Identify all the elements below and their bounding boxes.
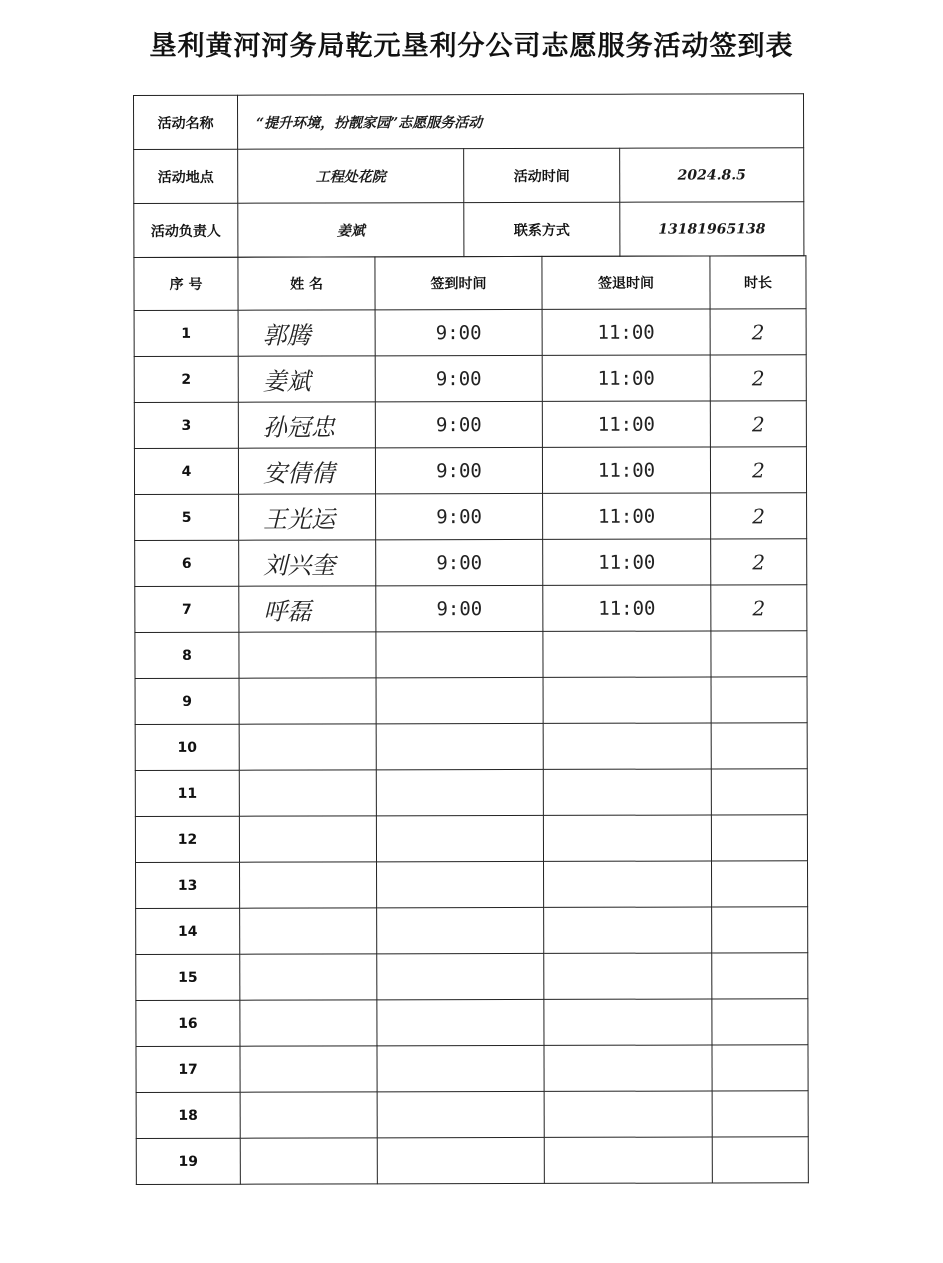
table-row xyxy=(135,677,807,725)
signout-time xyxy=(544,861,712,907)
signin-time: 9:00 xyxy=(375,309,542,355)
signin-time xyxy=(376,769,543,815)
signature-name xyxy=(239,678,376,724)
signout-time xyxy=(543,815,711,861)
name-column-header: 姓 名 xyxy=(238,257,375,310)
row-number: 12 xyxy=(135,816,239,862)
duration-value: 2 xyxy=(710,447,806,493)
row-number: 6 xyxy=(135,540,239,586)
table-row xyxy=(136,1045,808,1093)
activity-time-value: 2024.8.5 xyxy=(620,148,804,202)
signature-name: 刘兴奎 xyxy=(239,540,376,586)
row-number: 2 xyxy=(134,356,238,402)
row-number: 18 xyxy=(136,1092,240,1138)
attendance-table xyxy=(133,255,808,1185)
duration-value: 2 xyxy=(711,539,807,585)
activity-leader-row xyxy=(134,202,804,258)
duration-value xyxy=(711,723,807,769)
signin-time xyxy=(377,1045,544,1091)
signout-time xyxy=(544,907,712,953)
table-row xyxy=(134,309,806,357)
duration-value: 2 xyxy=(711,585,807,631)
row-number: 17 xyxy=(136,1046,240,1092)
row-number: 11 xyxy=(135,770,239,816)
table-row xyxy=(135,769,807,817)
signin-time xyxy=(376,677,543,723)
signin-time: 9:00 xyxy=(375,355,542,401)
duration-value xyxy=(712,999,808,1045)
row-number: 19 xyxy=(136,1138,240,1184)
signout-time xyxy=(544,999,712,1045)
signin-time xyxy=(376,723,543,769)
signin-time xyxy=(377,953,544,999)
signin-time xyxy=(377,999,544,1045)
duration-value: 2 xyxy=(710,401,806,447)
duration-value xyxy=(712,953,808,999)
activity-leader-label: 活动负责人 xyxy=(134,203,238,257)
row-number: 4 xyxy=(134,448,238,494)
row-number: 1 xyxy=(134,310,238,356)
sign-in-sheet xyxy=(133,93,806,1177)
table-row xyxy=(135,815,807,863)
signature-name xyxy=(240,1138,377,1184)
duration-value xyxy=(712,1091,808,1137)
activity-name-row xyxy=(134,94,804,150)
row-number: 10 xyxy=(135,724,239,770)
row-number: 5 xyxy=(135,494,239,540)
activity-name-label: 活动名称 xyxy=(134,95,238,149)
signature-name xyxy=(239,816,376,862)
signout-time xyxy=(543,631,711,677)
signature-name xyxy=(239,724,376,770)
signature-name xyxy=(240,1092,377,1138)
duration-value xyxy=(711,815,807,861)
attendance-header-row xyxy=(134,256,806,311)
duration-value xyxy=(711,631,807,677)
signout-time xyxy=(543,677,711,723)
signin-time: 9:00 xyxy=(376,539,543,585)
signin-time xyxy=(377,1091,544,1137)
signature-name: 姜斌 xyxy=(238,356,375,402)
activity-place-row xyxy=(134,148,804,204)
signature-name xyxy=(240,862,377,908)
signature-name xyxy=(240,1000,377,1046)
signature-name: 安倩倩 xyxy=(238,448,375,494)
activity-info-table xyxy=(133,93,804,258)
contact-label: 联系方式 xyxy=(464,202,620,256)
signout-time xyxy=(543,769,711,815)
table-row xyxy=(134,447,806,495)
signin-column-header: 签到时间 xyxy=(375,256,542,309)
table-row xyxy=(135,493,807,541)
activity-time-label: 活动时间 xyxy=(464,148,620,202)
row-number: 7 xyxy=(135,586,239,632)
signout-time xyxy=(544,953,712,999)
duration-value xyxy=(711,677,807,723)
signout-time xyxy=(544,1091,712,1137)
signature-name: 呼磊 xyxy=(239,586,376,632)
signature-name xyxy=(240,908,377,954)
signature-name: 王光运 xyxy=(239,494,376,540)
contact-value: 13181965138 xyxy=(620,202,804,256)
row-number: 8 xyxy=(135,632,239,678)
row-number: 14 xyxy=(136,908,240,954)
signin-time xyxy=(377,861,544,907)
table-row xyxy=(135,631,807,679)
row-number: 9 xyxy=(135,678,239,724)
signin-time xyxy=(376,631,543,677)
duration-value xyxy=(712,1137,808,1183)
signature-name xyxy=(239,770,376,816)
table-row xyxy=(135,539,807,587)
duration-value xyxy=(712,907,808,953)
signin-time xyxy=(377,1137,544,1183)
signin-time: 9:00 xyxy=(375,401,542,447)
signature-name: 孙冠忠 xyxy=(238,402,375,448)
row-number: 15 xyxy=(136,954,240,1000)
attendance-rows xyxy=(134,309,808,1185)
signout-time: 11:00 xyxy=(542,447,710,493)
signature-name: 郭腾 xyxy=(238,310,375,356)
duration-column-header: 时长 xyxy=(710,256,806,309)
signout-time: 11:00 xyxy=(543,493,711,539)
row-number: 13 xyxy=(136,862,240,908)
table-row xyxy=(136,999,808,1047)
activity-leader-value: 姜斌 xyxy=(238,203,464,258)
table-row xyxy=(136,907,808,955)
signature-name xyxy=(240,1046,377,1092)
signout-time: 11:00 xyxy=(543,585,711,631)
seq-column-header: 序 号 xyxy=(134,257,238,310)
signout-time: 11:00 xyxy=(542,401,710,447)
activity-place-value: 工程处花院 xyxy=(238,149,464,204)
duration-value: 2 xyxy=(710,309,806,355)
table-row xyxy=(135,585,807,633)
duration-value xyxy=(712,861,808,907)
duration-value: 2 xyxy=(710,355,806,401)
signout-time: 11:00 xyxy=(542,309,710,355)
duration-value xyxy=(712,1045,808,1091)
signin-time: 9:00 xyxy=(376,585,543,631)
duration-value xyxy=(711,769,807,815)
row-number: 3 xyxy=(134,402,238,448)
activity-name-value: “提升环境，扮靓家园”志愿服务活动 xyxy=(238,94,804,149)
table-row xyxy=(136,861,808,909)
signin-time: 9:00 xyxy=(376,493,543,539)
signature-name xyxy=(239,632,376,678)
signin-time: 9:00 xyxy=(375,447,542,493)
table-row xyxy=(136,1091,808,1139)
table-row xyxy=(134,355,806,403)
table-row xyxy=(136,1137,808,1185)
table-row xyxy=(136,953,808,1001)
signout-time xyxy=(544,1137,712,1183)
signout-time: 11:00 xyxy=(543,539,711,585)
row-number: 16 xyxy=(136,1000,240,1046)
table-row xyxy=(134,401,806,449)
document-title: 垦利黄河河务局乾元垦利分公司志愿服务活动签到表 xyxy=(149,31,794,62)
activity-place-label: 活动地点 xyxy=(134,149,238,203)
signin-time xyxy=(376,815,543,861)
signout-time xyxy=(543,723,711,769)
duration-value: 2 xyxy=(711,493,807,539)
signout-time: 11:00 xyxy=(542,355,710,401)
signin-time xyxy=(377,907,544,953)
signature-name xyxy=(240,954,377,1000)
signout-time xyxy=(544,1045,712,1091)
table-row xyxy=(135,723,807,771)
signout-column-header: 签退时间 xyxy=(542,256,710,309)
